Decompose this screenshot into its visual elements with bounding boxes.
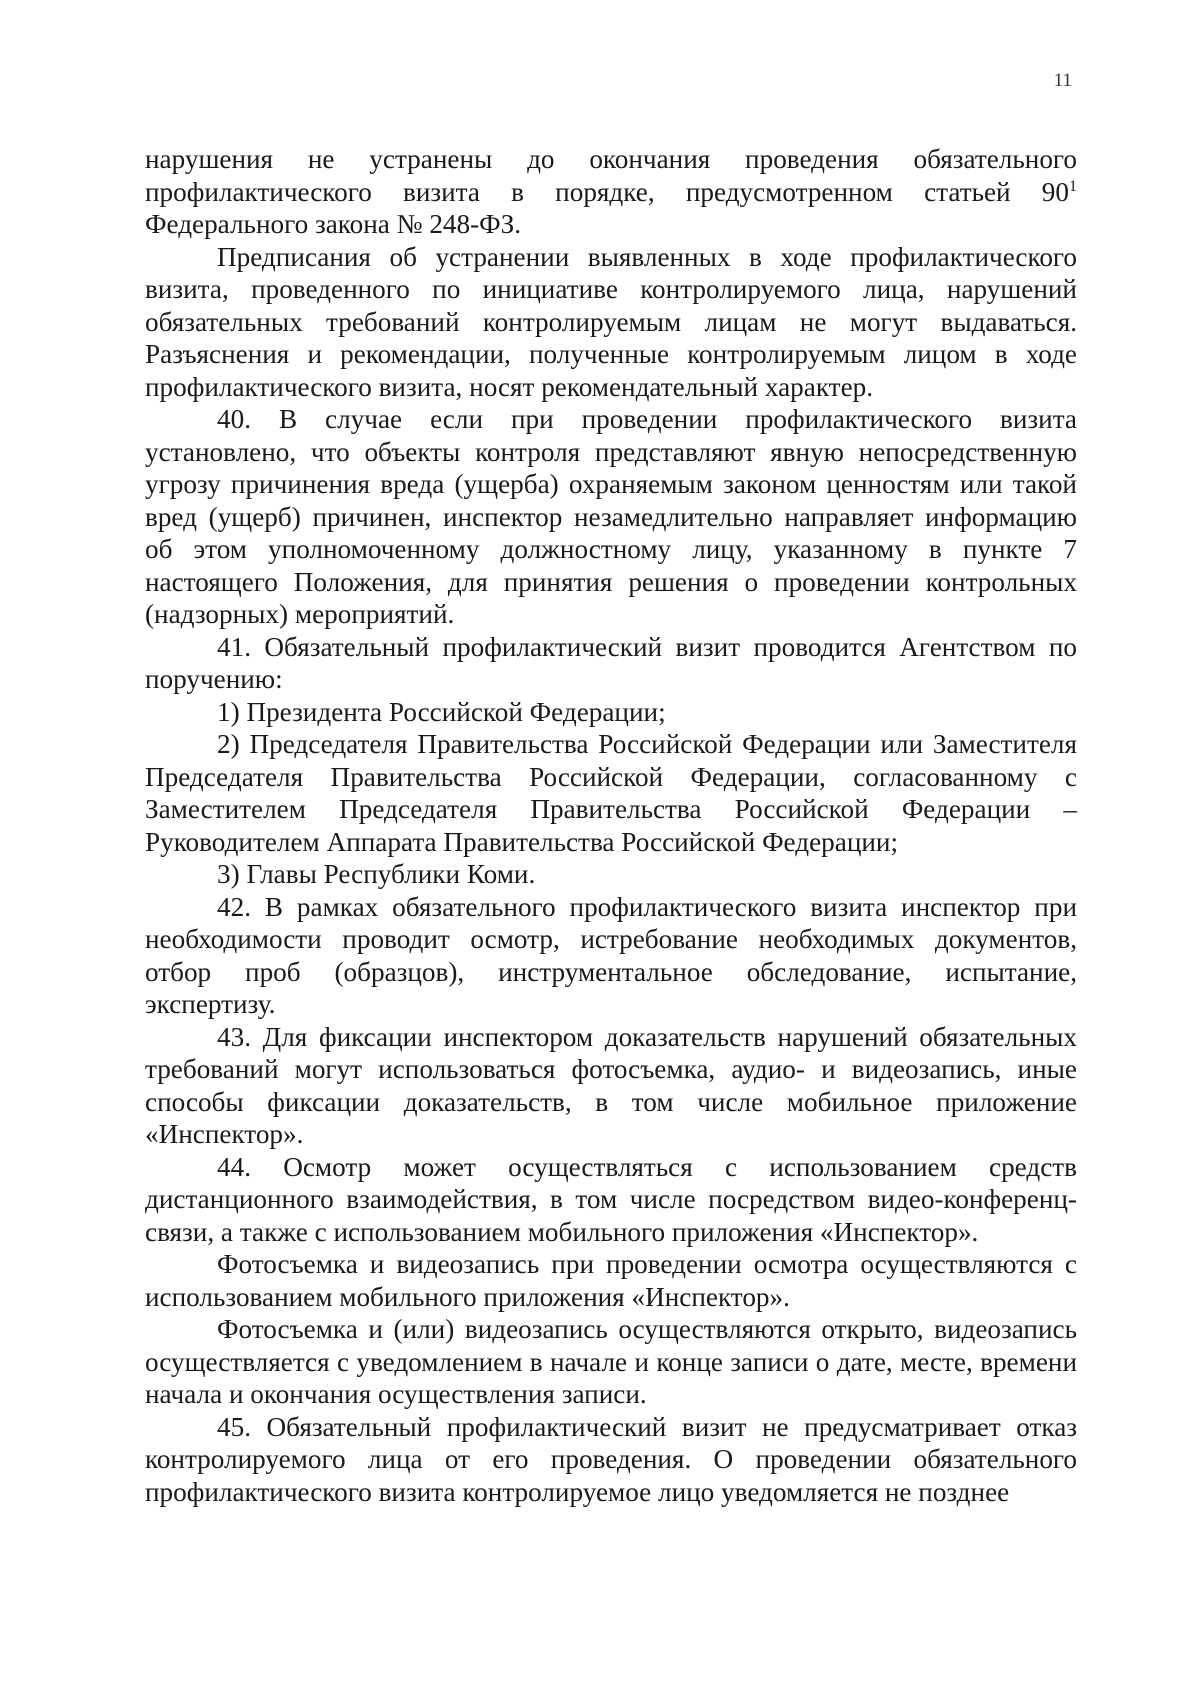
page-number: 11 (1053, 70, 1072, 91)
paragraph-7: 42. В рамках обязательного профилактического визита инспектор при необходимости проводит осмотр, истребование необходимых документов, отбор проб (образцов), инструментальное обследование, испытание, экспертизу. (145, 891, 1077, 1019)
paragraph-3: 41. Обязательный профилактический визит проводится Агентством по поручению: (145, 631, 1077, 694)
paragraph-11: Фотосъемка и (или) видеозапись осуществляются открыто, видеозапись осуществляется с уведомлением в начале и конце записи о дате, месте, времени начала и окончания осуществления записи. (145, 1314, 1077, 1409)
paragraph-10: Фотосъемка и видеозапись при проведении осмотра осуществляются с использованием мобильного приложения «Инспектор». (145, 1249, 1077, 1312)
paragraph-9: 44. Осмотр может осуществляться с использованием средств дистанционного взаимодействия, в том числе посредством видео-конференц-связи, а также с использованием мобильного приложения «Инспектор». (145, 1151, 1077, 1247)
paragraph-12: 45. Обязательный профилактический визит не предусматривает отказ контролируемого лица от его проведения. О проведении обязательного профилактического визита контролируемое лицо уведомляется не позднее (145, 1411, 1077, 1507)
paragraph-5: 2) Председателя Правительства Российской Федерации или Заместителя Председателя Правительства Российской Федерации, согласованному с Заместителем Председателя Правительства Российской Федерации – Руководителем Аппарата Правительства Российской Федерации; (145, 729, 1077, 857)
paragraph-6: 3) Главы Республики Коми. (217, 859, 536, 889)
paragraph-0 (145, 143, 1077, 241)
paragraph-text: нарушения не устранены до окончания проведения обязательного профилактического визита в порядке, предусмотренном статьей 90 (145, 144, 1077, 207)
paragraph-4: 1) Президента Российской Федерации; (217, 696, 666, 727)
paragraph-1: Предписания об устранении выявленных в ходе профилактического визита, проведенного по инициативе контролируемого лица, нарушений обязательных требований контролируемым лицам не могут выдаваться. Разъяснения и рекомендации, полученные контролируемым лицом в ходе профилактического визита, носят рекомендательный характер. (145, 241, 1077, 402)
superscript-mark: 1 (1069, 177, 1077, 195)
paragraph-8: 43. Для фиксации инспектором доказательств нарушений обязательных требований могут использоваться фотосъемка, аудио- и видеозапись, иные способы фиксации доказательств, в том числе мобильное приложение «Инспектор». (145, 1021, 1077, 1149)
paragraph-2: 40. В случае если при проведении профилактического визита установлено, что объекты контроля представляют явную непосредственную угрозу причинения вреда (ущерба) охраняемым законом ценностям или такой вред (ущерб) причинен, инспектор незамедлительно направляет информацию об этом уполномоченному должностному лицу, указанному в пункте 7 настоящего Положения, для принятия решения о проведении контрольных (надзорных) мероприятий. (145, 404, 1077, 629)
paragraph-tail: Федерального закона № 248-ФЗ. (145, 209, 522, 239)
document-body (145, 143, 1077, 1508)
